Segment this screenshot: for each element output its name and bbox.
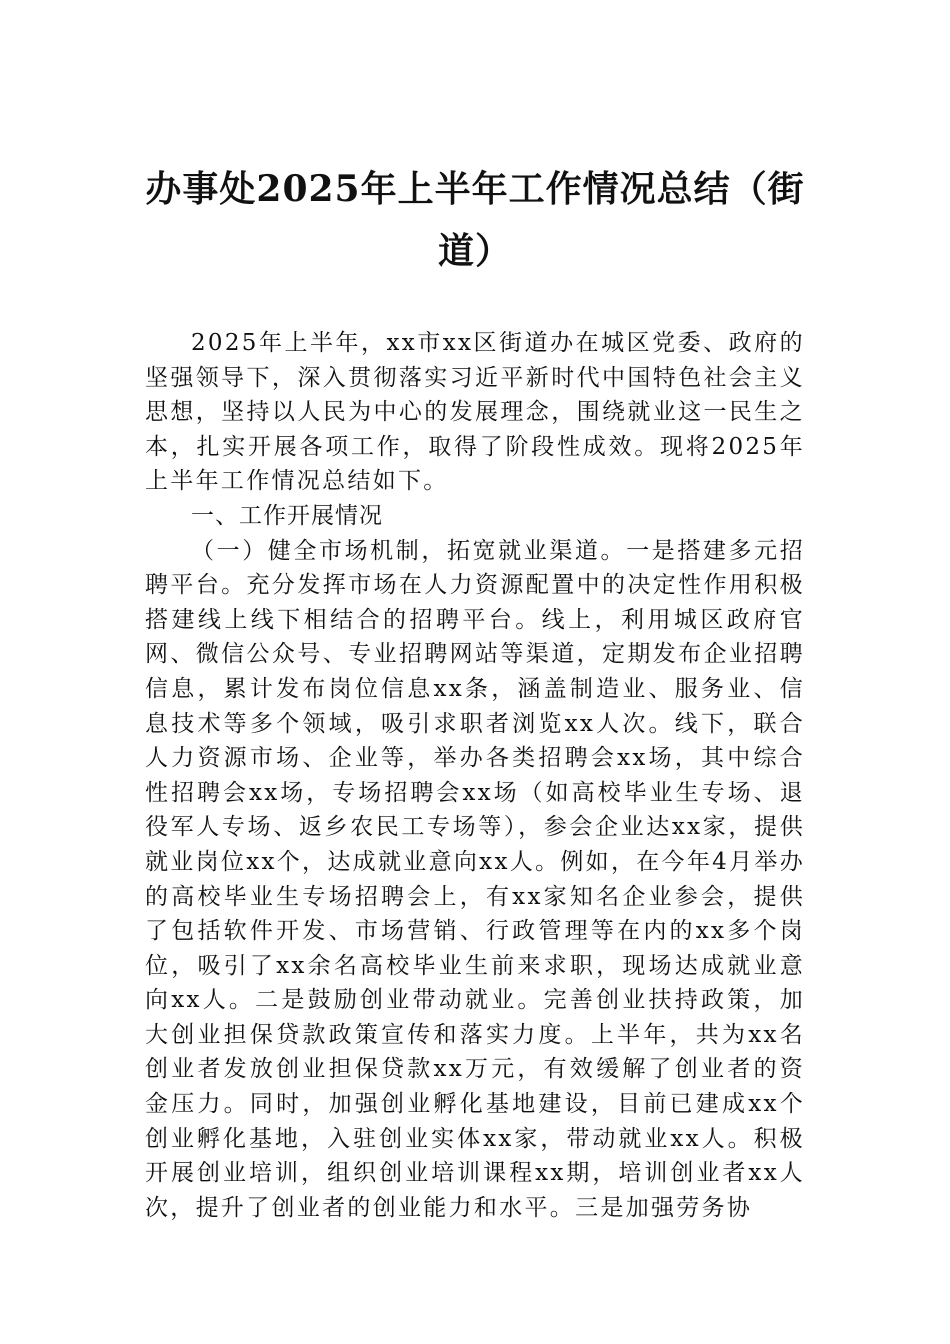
intro-paragraph: 2025年上半年，xx市xx区街道办在城区党委、政府的坚强领导下，深入贯彻落实习近平新时代中国特色社会主义思想，坚持以人民为中心的发展理念，围绕就业这一民生之本，扎实开展各项工作，取得了阶段性成效。现将2025年上半年工作情况总结如下。 [145,330,805,495]
section-heading: 一、工作开展情况 [191,502,383,529]
document-body [145,326,805,1225]
body-paragraph: （一）健全市场机制，拓宽就业渠道。一是搭建多元招聘平台。充分发挥市场在人力资源配置中的决定性作用积极搭建线上线下相结合的招聘平台。线上，利用城区政府官网、微信公众号、专业招聘网站等渠道，定期发布企业招聘信息，累计发布岗位信息xx条，涵盖制造业、服务业、信息技术等多个领域，吸引求职者浏览xx人次。线下，联合人力资源市场、企业等，举办各类招聘会xx场，其中综合性招聘会xx场，专场招聘会xx场（如高校毕业生专场、退役军人专场、返乡农民工专场等），参会企业达xx家，提供就业岗位xx个，达成就业意向xx人。例如，在今年4月举办的高校毕业生专场招聘会上，有xx家知名企业参会，提供了包括软件开发、市场营销、行政管理等在内的xx多个岗位，吸引了xx余名高校毕业生前来求职，现场达成就业意向xx人。二是鼓励创业带动就业。完善创业扶持政策，加大创业担保贷款政策宣传和落实力度。上半年，共为xx名创业者发放创业担保贷款xx万元，有效缓解了创业者的资金压力。同时，加强创业孵化基地建设，目前已建成xx个创业孵化基地，入驻创业实体xx家，带动就业xx人。积极开展创业培训，组织创业培训课程xx期，培训创业者xx人次，提升了创业者的创业能力和水平。三是加强劳务协 [145,537,805,1221]
document-title: 办事处2025年上半年工作情况总结（街道） [145,168,805,272]
